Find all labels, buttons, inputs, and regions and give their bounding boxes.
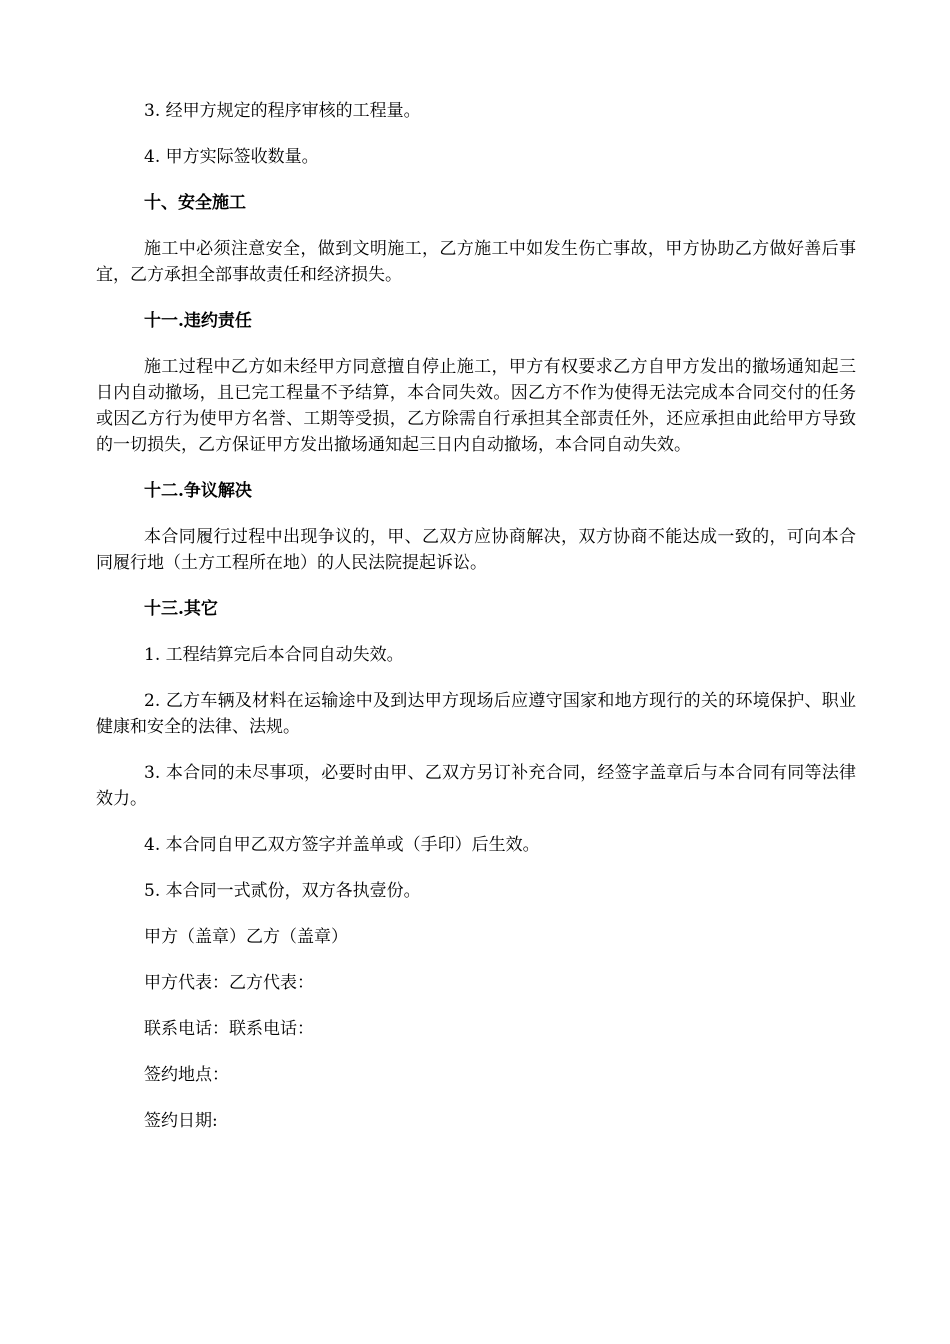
liability-paragraph: 施工过程中乙方如未经甲方同意擅自停止施工，甲方有权要求乙方自甲方发出的撤场通知起三日内自动撤场，且已完工程量不予结算，本合同失效。因乙方不作为使得无法完成本合同交付的任务或因乙方行为使甲方名誉、工期等受损，乙方除需自行承担其全部责任外，还应承担由此给甲方导致的一切损失，乙方保证甲方发出撤场通知起三日内自动撤场，本合同自动失效。 (96, 357, 856, 455)
safety-paragraph: 施工中必须注意安全，做到文明施工，乙方施工中如发生伤亡事故，甲方协助乙方做好善后事宜，乙方承担全部事故责任和经济损失。 (96, 239, 856, 285)
section-heading-safety: 十、安全施工 (144, 193, 246, 213)
other-item-2: 2. 乙方车辆及材料在运输途中及到达甲方现场后应遵守国家和地方现行的关的环境保护、职业健康和安全的法律、法规。 (96, 691, 856, 737)
section-heading-liability: 十一.违约责任 (144, 311, 252, 331)
other-item-4: 4. 本合同自甲乙双方签字并盖单或（手印）后生效。 (144, 835, 540, 855)
signature-place-line: 签约地点： (144, 1065, 229, 1085)
signature-representative-line: 甲方代表：乙方代表： (144, 973, 314, 993)
other-item-1: 1. 工程结算完后本合同自动失效。 (144, 645, 404, 665)
dispute-paragraph: 本合同履行过程中出现争议的，甲、乙双方应协商解决，双方协商不能达成一致的，可向本合同履行地（土方工程所在地）的人民法院提起诉讼。 (96, 527, 856, 573)
other-item-3: 3. 本合同的未尽事项，必要时由甲、乙双方另订补充合同，经签字盖章后与本合同有同等法律效力。 (96, 763, 856, 809)
clause-9-item-4: 4. 甲方实际签收数量。 (144, 147, 319, 167)
section-heading-dispute: 十二.争议解决 (144, 481, 252, 501)
document-body (96, 98, 856, 1154)
signature-phone-line: 联系电话：联系电话： (144, 1019, 314, 1039)
clause-9-item-3: 3. 经甲方规定的程序审核的工程量。 (144, 101, 421, 121)
signature-date-line: 签约日期: (144, 1111, 218, 1131)
other-item-5: 5. 本合同一式贰份，双方各执壹份。 (144, 881, 421, 901)
signature-seal-line: 甲方（盖章）乙方（盖章） (144, 927, 348, 947)
section-heading-other: 十三.其它 (144, 599, 218, 619)
